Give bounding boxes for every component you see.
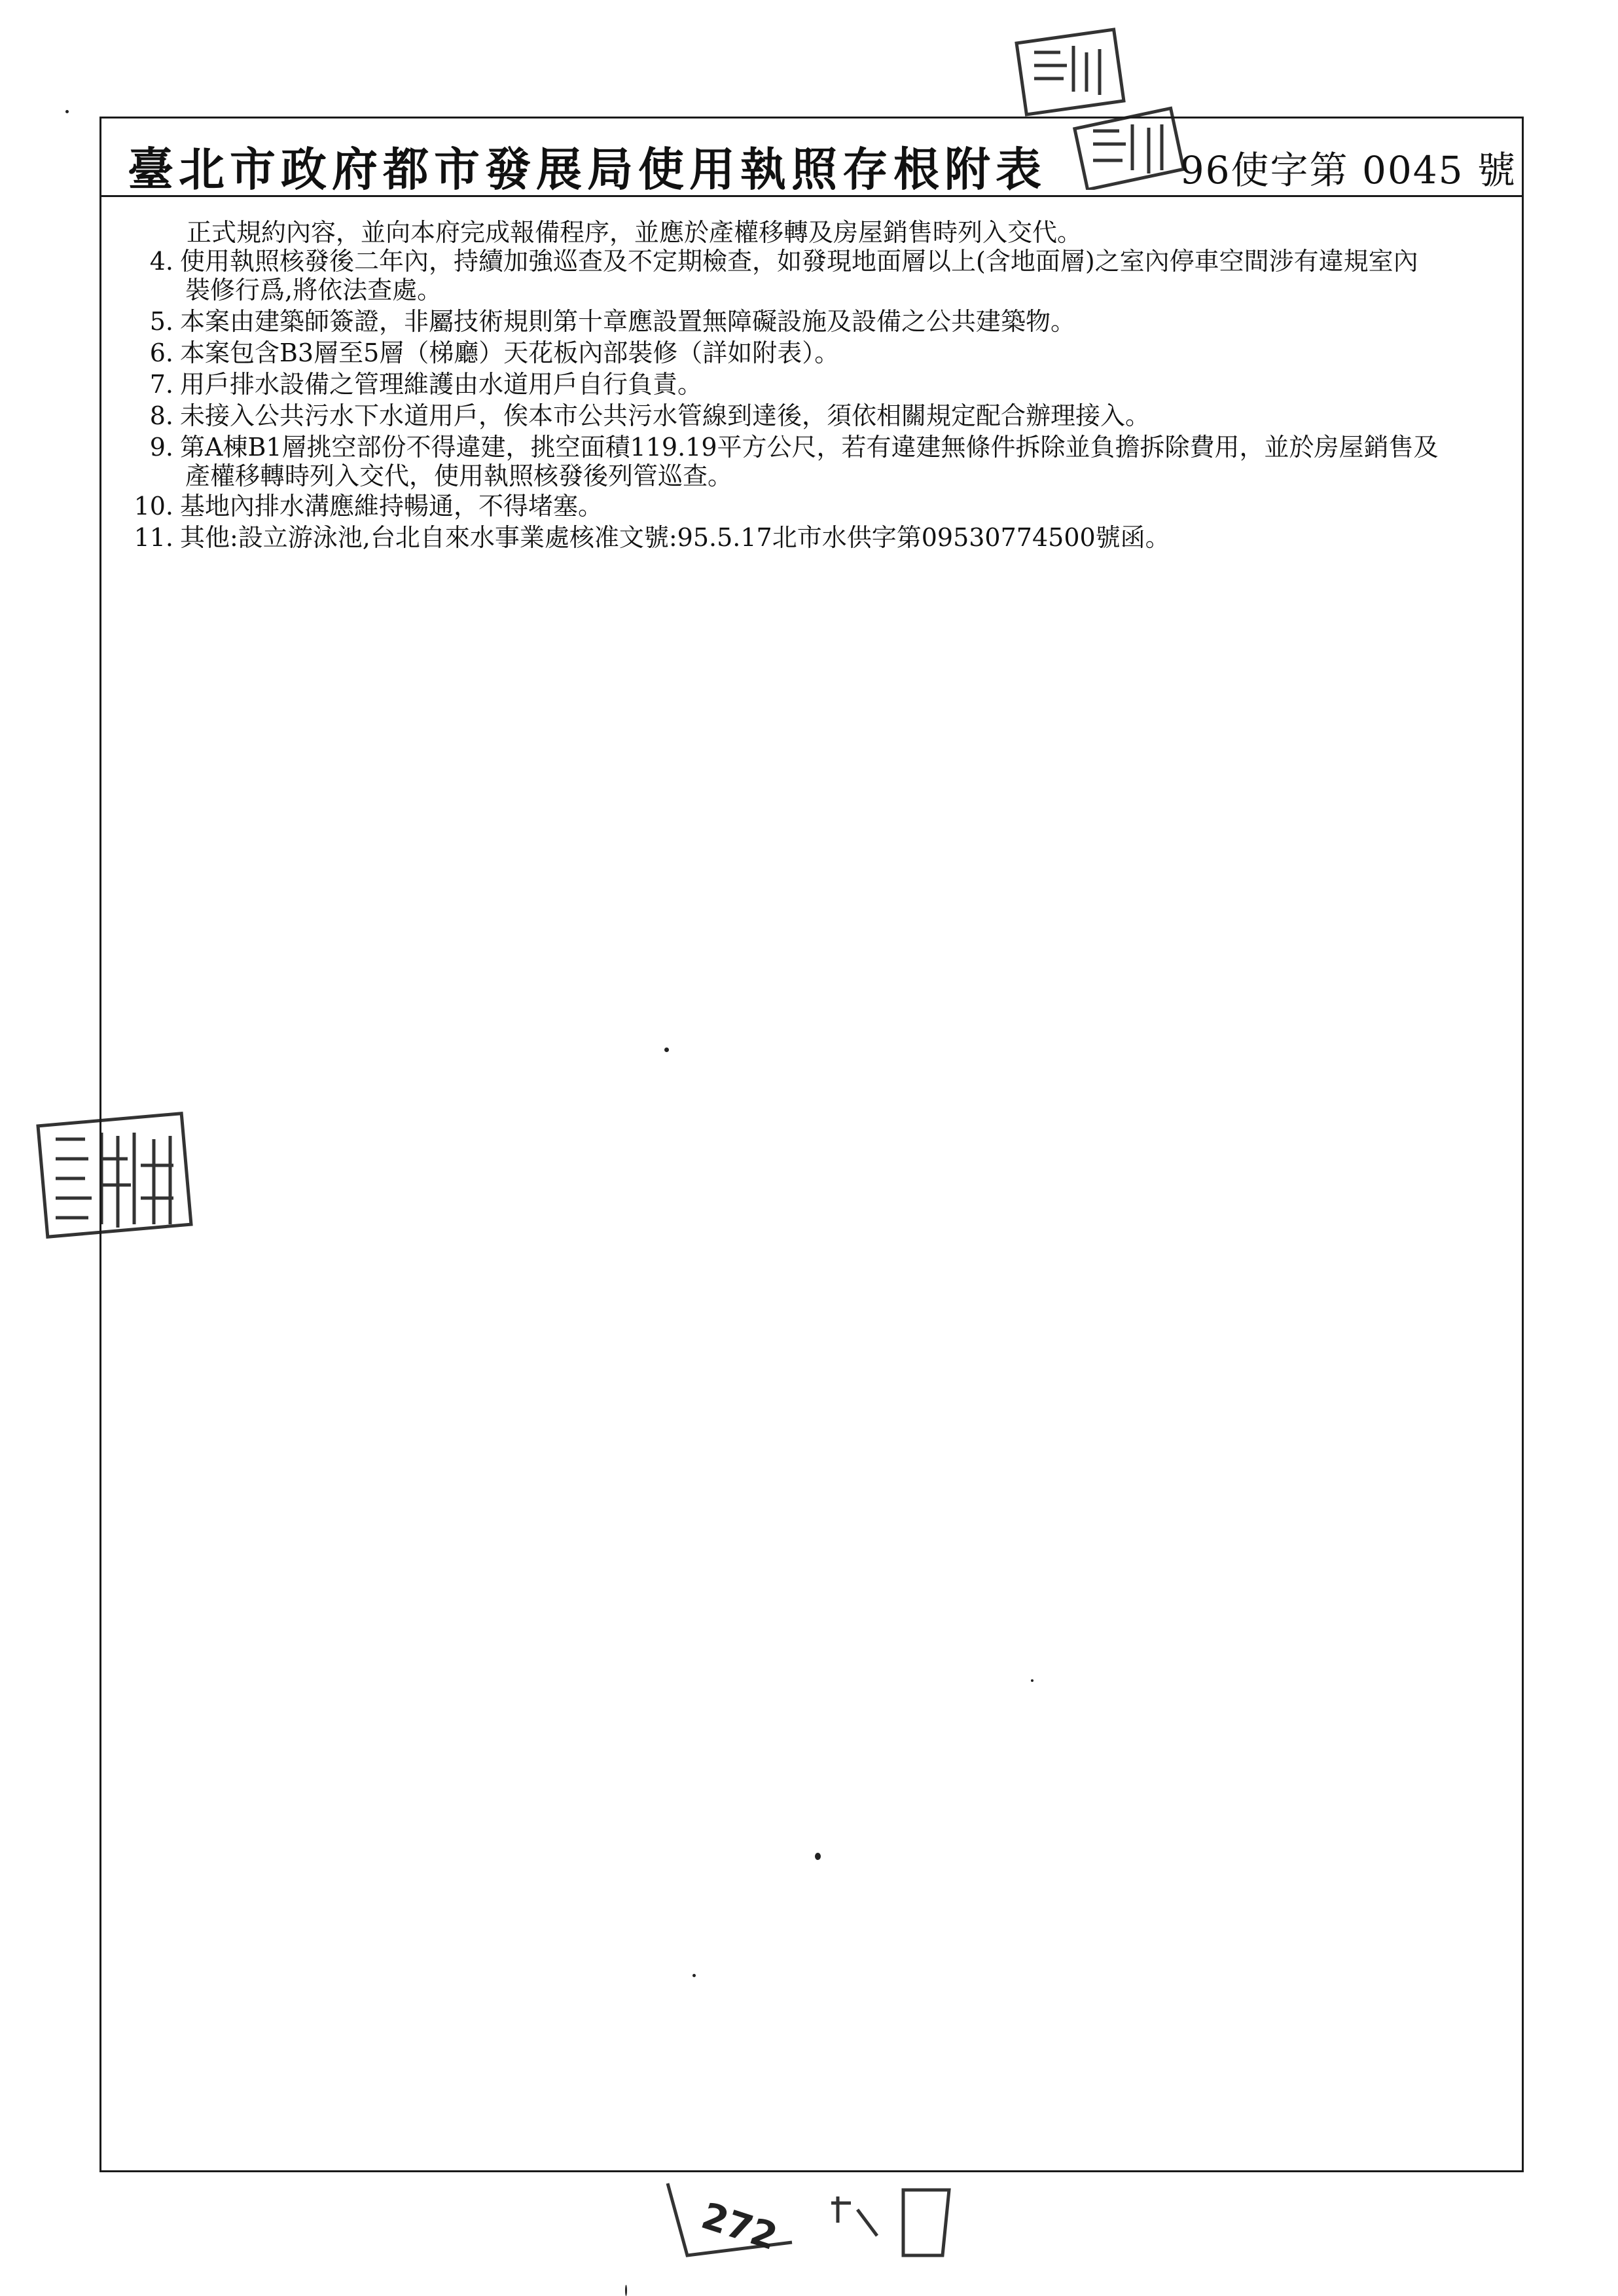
item-number: 8. [149,401,173,430]
note-line: 未接入公共污水下水道用戶，俟本市公共污水管線到達後，須依相關規定配合辦理接入。 [180,401,1151,430]
note-line: 本案包含B3層至5層（梯廳）天花板內部裝修（詳如附表）。 [180,338,840,367]
note-line: 裝修行爲,將依法查處。 [185,276,442,304]
bottom-seal-text: 272 [696,2195,783,2259]
note-line: 第A棟B1層挑空部份不得違建，挑空面積119.19平方公尺，若有違建無條件拆除並負擔拆除費用，並於房屋銷售及 [180,433,1439,462]
scan-speck [664,1048,669,1052]
note-line: 使用執照核發後二年內，持續加強巡查及不定期檢查，如發現地面層以上(含地面層)之室內停車空間涉有違規室內 [180,247,1418,276]
item-number: 6. [149,338,173,367]
item-number: 11. [134,523,173,552]
document-frame [99,117,1524,2172]
permit-number: 96使字第 0045 號 [1179,148,1517,192]
note-line: 產權移轉時列入交代，使用執照核發後列管巡查。 [185,462,733,490]
scan-speck [692,1974,696,1977]
item-number: 5. [149,307,173,336]
note-line: 基地內排水溝應維持暢通，不得堵塞。 [180,492,603,520]
item-number: 7. [149,370,173,399]
scan-speck [625,2285,627,2296]
item-number: 10. [134,492,173,520]
scan-speck [65,110,69,113]
document-title: 臺北市政府都市發展局使用執照存根附表 [128,142,1047,196]
bottom-seal-stamp [661,2177,975,2275]
note-line: 本案由建築師簽證，非屬技術規則第十章應設置無障礙設施及設備之公共建築物。 [180,307,1076,336]
note-line: 其他:設立游泳池,台北自來水事業處核准文號:95.5.17北市水供字第09530774500號函。 [180,523,1170,552]
document-header [101,118,1522,197]
item-number: 4. [149,247,173,276]
scan-speck [815,1853,821,1860]
note-line: 用戶排水設備之管理維護由水道用戶自行負責。 [180,370,703,399]
continuation-line: 正式規約內容，並向本府完成報備程序，並應於產權移轉及房屋銷售時列入交代。 [187,218,1083,247]
scan-speck [1031,1679,1034,1682]
item-number: 9. [149,433,173,462]
